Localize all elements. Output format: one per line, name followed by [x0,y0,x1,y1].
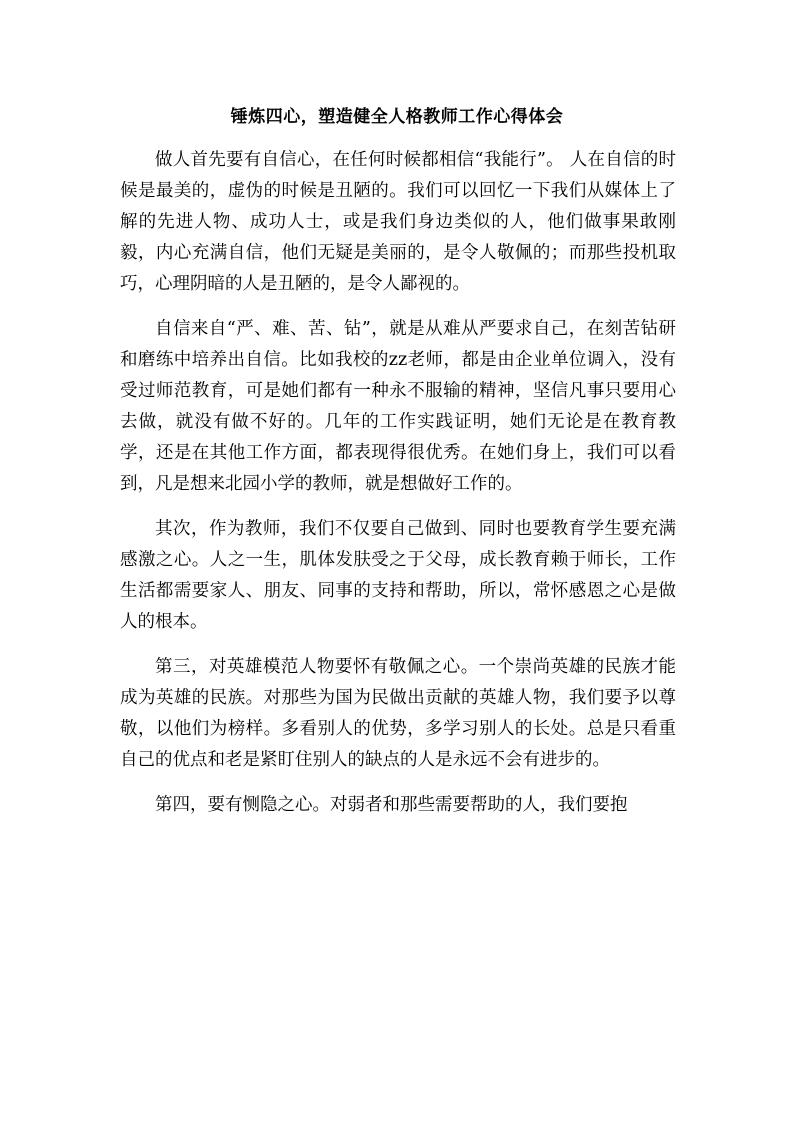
document-body [120,145,676,835]
paragraph-5: 第四，要有恻隐之心。对弱者和那些需要帮助的人，我们要抱 [155,795,628,815]
document-title: 锤炼四心，塑造健全人格教师工作心得体会 [230,107,564,127]
paragraph-1: 做人首先要有自信心，在任何时候都相信“我能行”。 人在自信的时候是最美的，虚伪的时候是丑陋的。我们可以回忆一下我们从媒体上了解的先进人物、成功人士，或是我们身边类似的人，他们做事果敢刚毅，内心充满自信，他们无疑是美丽的，是令人敬佩的；而那些投机取巧，心理阴暗的人是丑陋的，是令人鄙视的。 [120,150,676,294]
paragraph-3: 其次，作为教师，我们不仅要自己做到、同时也要教育学生要充满感激之心。人之一生，肌体发肤受之于父母，成长教育赖于师长，工作生活都需要家人、朋友、同事的支持和帮助，所以，常怀感恩之心是做人的根本。 [120,519,676,632]
paragraph-4: 第三，对英雄模范人物要怀有敬佩之心。一个崇尚英雄的民族才能成为英雄的民族。对那些为国为民做出贡献的英雄人物，我们要予以尊敬，以他们为榜样。多看别人的优势，多学习别人的长处。总是只看重自己的优点和老是紧盯住别人的缺点的人是永远不会有进步的。 [120,657,676,770]
paragraph-2: 自信来自“严、难、苦、钻”，就是从难从严要求自己，在刻苦钻研和磨练中培养出自信。比如我校的zz老师，都是由企业单位调入，没有受过师范教育，可是她们都有一种永不服输的精神，坚信凡事只要用心去做，就没有做不好的。几年的工作实践证明，她们无论是在教育教学，还是在其他工作方面，都表现得很优秀。在她们身上，我们可以看到，凡是想来北园小学的教师，就是想做好工作的。 [120,319,676,494]
